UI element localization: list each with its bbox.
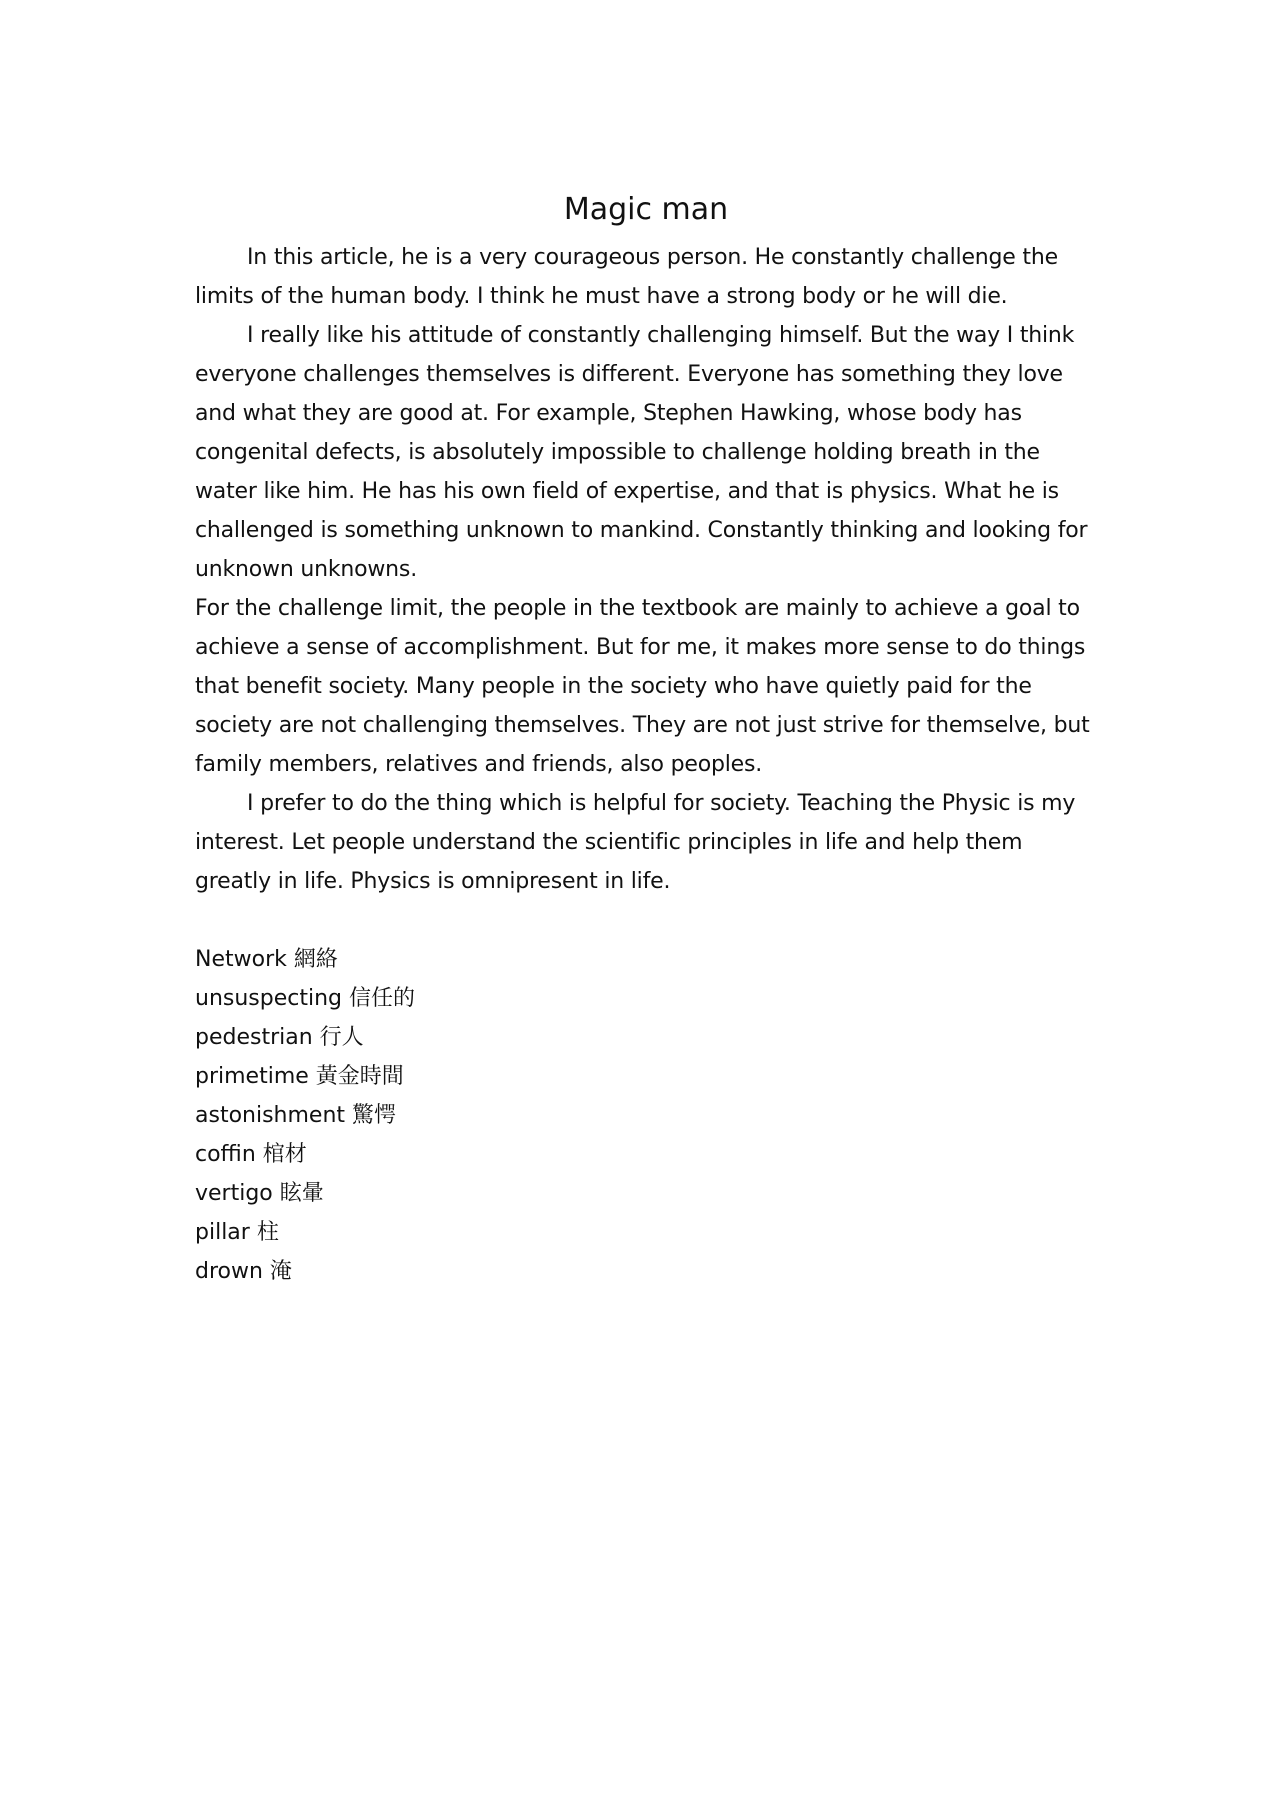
vocabulary-item: pillar 柱 <box>195 1220 279 1245</box>
vocabulary-item: primetime 黃金時間 <box>195 1064 404 1089</box>
vocabulary-item: Network 網絡 <box>195 947 338 972</box>
paragraph: I really like his attitude of constantly challenging himself. But the way I think everyone challenges themselves is different. Everyone has something they love and what they are good at. For example, Stephen Hawking, whose body has congenital defects, is absolutely impossible to challenge holding breath in the water like him. He has his own field of expertise, and that is physics. What he is challenged is something unknown to mankind. Constantly thinking and looking for unknown unknowns. <box>195 323 1088 582</box>
paragraph: For the challenge limit, the people in the textbook are mainly to achieve a goal to achieve a sense of accomplishment. But for me, it makes more sense to do things that benefit society. Many people in the society who have quietly paid for the society are not challenging themselves. They are not just strive for themselve, but family members, relatives and friends, also peoples. <box>195 596 1090 777</box>
vocabulary-item: coffin 棺材 <box>195 1142 307 1167</box>
vocabulary-item: drown 淹 <box>195 1259 292 1284</box>
document-page <box>195 190 1097 1291</box>
vocabulary-item: unsuspecting 信任的 <box>195 986 415 1011</box>
paragraph: In this article, he is a very courageous person. He constantly challenge the limits of the human body. I think he must have a strong body or he will die. <box>195 245 1058 309</box>
vocabulary-item: vertigo 眩暈 <box>195 1181 324 1206</box>
vocabulary-list <box>195 940 1097 1291</box>
paragraph: I prefer to do the thing which is helpful for society. Teaching the Physic is my interest. Let people understand the scientific principles in life and help them greatly in life. Physics is omnipresent in life. <box>195 791 1076 894</box>
vocabulary-item: pedestrian 行人 <box>195 1025 364 1050</box>
vocabulary-item: astonishment 驚愕 <box>195 1103 397 1128</box>
document-title: Magic man <box>563 192 729 227</box>
